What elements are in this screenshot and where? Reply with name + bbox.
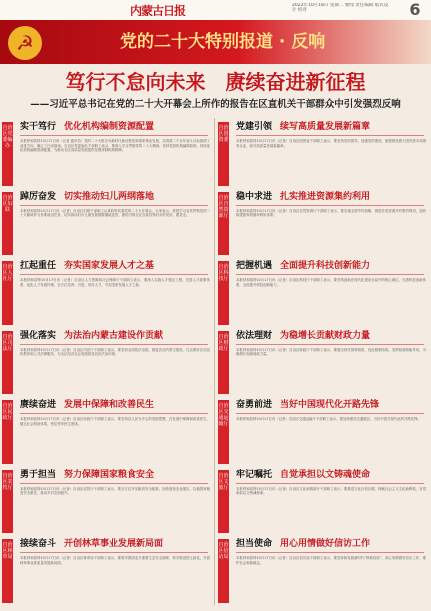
article-source-tag: 自治区财政厅 — [218, 331, 229, 395]
article-source-tag: 自治区妇联 — [2, 192, 13, 256]
article-keyword: 党建引领 — [236, 122, 273, 132]
article-keyword: 扛起重任 — [20, 261, 57, 271]
article-title — [236, 329, 426, 343]
article-source-tag: 自治区林草局 — [2, 539, 13, 603]
article-keyword: 担当使命 — [236, 539, 273, 549]
title-underline — [20, 205, 208, 206]
article-title-text: 用心用情做好信访工作 — [280, 539, 371, 549]
article-left-0 — [2, 118, 212, 186]
article-title — [236, 468, 426, 482]
title-underline — [20, 344, 208, 345]
article-title — [20, 537, 210, 551]
article-title-text: 优化机构编制资源配置 — [64, 122, 155, 132]
title-underline — [236, 552, 424, 553]
title-underline — [236, 344, 424, 345]
page-headline: 笃行不怠向未来 赓续奋进新征程 — [65, 70, 366, 94]
article-title-text: 开创林草事业发展新局面 — [64, 539, 164, 549]
article-body: 本报呼和浩特10月17日讯（记者）自治区自然资源厅干部职工表示，要实施全面节约战略，推进各类资源节约集约利用，加快构建废弃物循环利用体系。 — [236, 208, 426, 218]
article-title-text: 努力保障国家粮食安全 — [64, 469, 155, 480]
title-underline — [20, 274, 208, 275]
page-number: 6 — [409, 0, 421, 19]
article-keyword: 接续奋斗 — [20, 539, 57, 549]
article-left-3 — [2, 327, 212, 395]
page-subheadline: ——习近平总书记在党的二十大开幕会上所作的报告在区直机关干部群众中引发强烈反响 — [30, 99, 401, 110]
article-title — [20, 329, 210, 343]
masthead — [0, 0, 431, 20]
article-title — [20, 120, 210, 134]
issue-info: 2022年10月18日 星期二 要闻 责任编辑 版式设计 校对 — [292, 3, 389, 13]
article-source-tag: 自治区科技厅 — [218, 261, 229, 325]
article-source-tag: 自治区文旅厅 — [218, 470, 229, 534]
article-body: 本报呼和浩特10月17日讯（记者 通讯员）党的二十大报告为新时代新征程党和国家事业发展、实现第二个百年奋斗目标指明了前进方向、确立了行动指南。自治区党委编办干部职工表示，要深入学习贯彻党的二十大精神，坚持党管机构编制原则，持续优化机构编制资源配置，为推动全区高质量发展提供坚强体制机制保障。 — [20, 139, 210, 153]
article-right-0 — [218, 118, 428, 186]
title-underline — [236, 205, 424, 206]
special-report-banner — [0, 20, 431, 64]
article-body: 本报呼和浩特10月17日讯（记者）自治区科技厅干部职工表示，要坚持创新在现代化建设全局中的核心地位，完善科技创新体系，全面提升科技创新能力。 — [236, 278, 426, 287]
article-title-text: 全面提升科技创新能力 — [280, 261, 371, 271]
article-body: 本报呼和浩特10月17日讯（记者）自治区妇联干部职工认真收听收看党的二十大开幕会，大家表示，将把学习宣传贯彻党的二十大精神作为首要政治任务，切实推动妇女儿童发展纲要落地见效，团结引领全区各族各界妇女听党话、跟党走。 — [20, 208, 210, 218]
article-title-text: 当好中国现代化开路先锋 — [280, 400, 380, 410]
article-body: 本报呼和浩特10月17日讯（记者）自治区国资委干部职工表示，要坚持党的领导、加强党的建设，做强做优做大国有资本和国有企业，续写高质量发展新篇章。 — [236, 139, 426, 148]
party-emblem-icon: ☭ — [8, 26, 42, 60]
article-left-1 — [2, 188, 212, 256]
article-keyword: 依法理财 — [236, 330, 273, 341]
article-title-text: 扎实推进资源集约利用 — [280, 191, 371, 202]
title-underline — [236, 413, 424, 414]
article-title — [236, 120, 426, 134]
article-source-tag: 自治区自然资源厅 — [218, 192, 229, 256]
article-title-text: 夯实国家发展人才之基 — [64, 261, 155, 271]
article-title — [236, 537, 426, 551]
article-left-6 — [2, 535, 212, 603]
article-source-tag: 自治区司法厅 — [2, 331, 13, 395]
article-body: 本报呼和浩特10月17日讯（记者）自治区民政厅干部职工表示，要坚持以人民为中心的发展思想，在发展中保障和改善民生，健全社会救助体系，兜住兜牢民生底线。 — [20, 417, 210, 426]
article-body: 本报呼和浩特10月17日讯（记者）自治区司法厅干部职工表示，要坚持全面依法治国，推进法治内蒙古建设，扎实做好法治宣传教育和公共法律服务，为全区经济社会发展营造良好法治环境。 — [20, 347, 210, 357]
article-keyword: 踔厉奋发 — [20, 191, 57, 202]
article-left-5 — [2, 466, 212, 534]
article-body: 本报呼和浩特10月17日讯（记者）自治区农牧厅干部职工表示，要全方位夯实粮食安全根基，加快建设农业强区，扛稳国家粮食安全重任，推动乡村全面振兴。 — [20, 486, 210, 496]
column-divider — [214, 118, 215, 605]
article-keyword: 稳中求进 — [236, 191, 273, 202]
article-title-text: 为稳增长贡献财政力量 — [280, 330, 371, 341]
article-keyword: 实干笃行 — [20, 122, 57, 132]
article-title — [20, 190, 210, 204]
article-title — [236, 259, 426, 273]
article-title — [20, 468, 210, 482]
title-underline — [20, 135, 208, 136]
article-left-4 — [2, 396, 212, 464]
article-right-6 — [218, 535, 428, 603]
article-title-text: 切实推动妇儿两纲落地 — [64, 191, 155, 202]
article-body: 本报呼和浩特10月17日讯（记者）自治区信访局干部职工表示，要坚持和发展新时代“枫桥经验”，用心用情做好信访工作，维护社会和谐稳定。 — [236, 556, 426, 565]
article-left-2 — [2, 257, 212, 325]
article-source-tag: 自治区农牧厅 — [2, 470, 13, 534]
article-source-tag: 自治区党委编办 — [2, 122, 13, 186]
article-keyword: 赓续奋进 — [20, 400, 57, 410]
article-right-4 — [218, 396, 428, 464]
article-title — [20, 398, 210, 412]
article-body: 本报呼和浩特10月17日讯（记者）自治区人力资源和社会保障厅干部职工表示，要深入实施人才强区工程，完善人才政策体系，优化人才发展环境，全方位培养、引进、用好人才，夯实国家发展人才之基。 — [20, 278, 210, 287]
title-underline — [20, 413, 208, 414]
article-title — [236, 398, 426, 412]
article-title-text: 为法治内蒙古建设作贡献 — [64, 330, 164, 341]
article-title — [236, 190, 426, 204]
article-source-tag: 自治区人社厅 — [2, 261, 13, 325]
title-underline — [236, 483, 424, 484]
article-keyword: 勇于担当 — [20, 469, 57, 480]
newspaper-logo: 内蒙古日报 — [130, 4, 186, 16]
title-underline — [236, 135, 424, 136]
article-source-tag: 自治区国资委 — [218, 122, 229, 186]
article-title-text: 自觉承担以文铸魂使命 — [280, 469, 371, 480]
article-title-text: 续写高质量发展新篇章 — [280, 122, 371, 132]
banner-title: 党的二十大特别报道 · 反响 — [120, 32, 326, 52]
article-keyword: 牢记嘱托 — [236, 469, 273, 480]
article-source-tag: 自治区交通运输厅 — [218, 400, 229, 464]
article-keyword: 奋勇前进 — [236, 400, 273, 410]
article-right-1 — [218, 188, 428, 256]
article-right-5 — [218, 466, 428, 534]
article-body: 本报呼和浩特10月17日讯（记者）自治区交通运输厅干部职工表示，要加快建设交通强区，当好中国式现代化的开路先锋。 — [236, 417, 421, 421]
article-body: 本报呼和浩特10月17日讯（记者）自治区财政厅干部职工表示，要健全现代预算制度，优化税制结构，发挥财政职能作用，为稳增长贡献财政力量。 — [236, 347, 426, 357]
article-keyword: 强化落实 — [20, 330, 57, 341]
article-keyword: 把握机遇 — [236, 261, 273, 271]
title-underline — [20, 552, 208, 553]
article-title-text: 发展中保障和改善民生 — [64, 400, 155, 410]
title-underline — [236, 274, 424, 275]
title-underline — [20, 483, 208, 484]
article-body: 本报呼和浩特10月17日讯（记者）自治区林草局干部职工表示，要筑牢我国北方重要生态安全屏障，科学推进国土绿化，开创林草事业高质量发展新局面。 — [20, 556, 210, 565]
article-right-3 — [218, 327, 428, 395]
article-title — [20, 259, 210, 273]
article-source-tag: 自治区信访局 — [218, 539, 229, 603]
article-source-tag: 自治区民政厅 — [2, 400, 13, 464]
article-body: 本报呼和浩特10月17日讯（记者）自治区文化和旅游厅干部职工表示，要推进文化自信自强，铸就社会主义文化新辉煌，自觉承担以文铸魂使命。 — [236, 486, 426, 496]
article-right-2 — [218, 257, 428, 325]
